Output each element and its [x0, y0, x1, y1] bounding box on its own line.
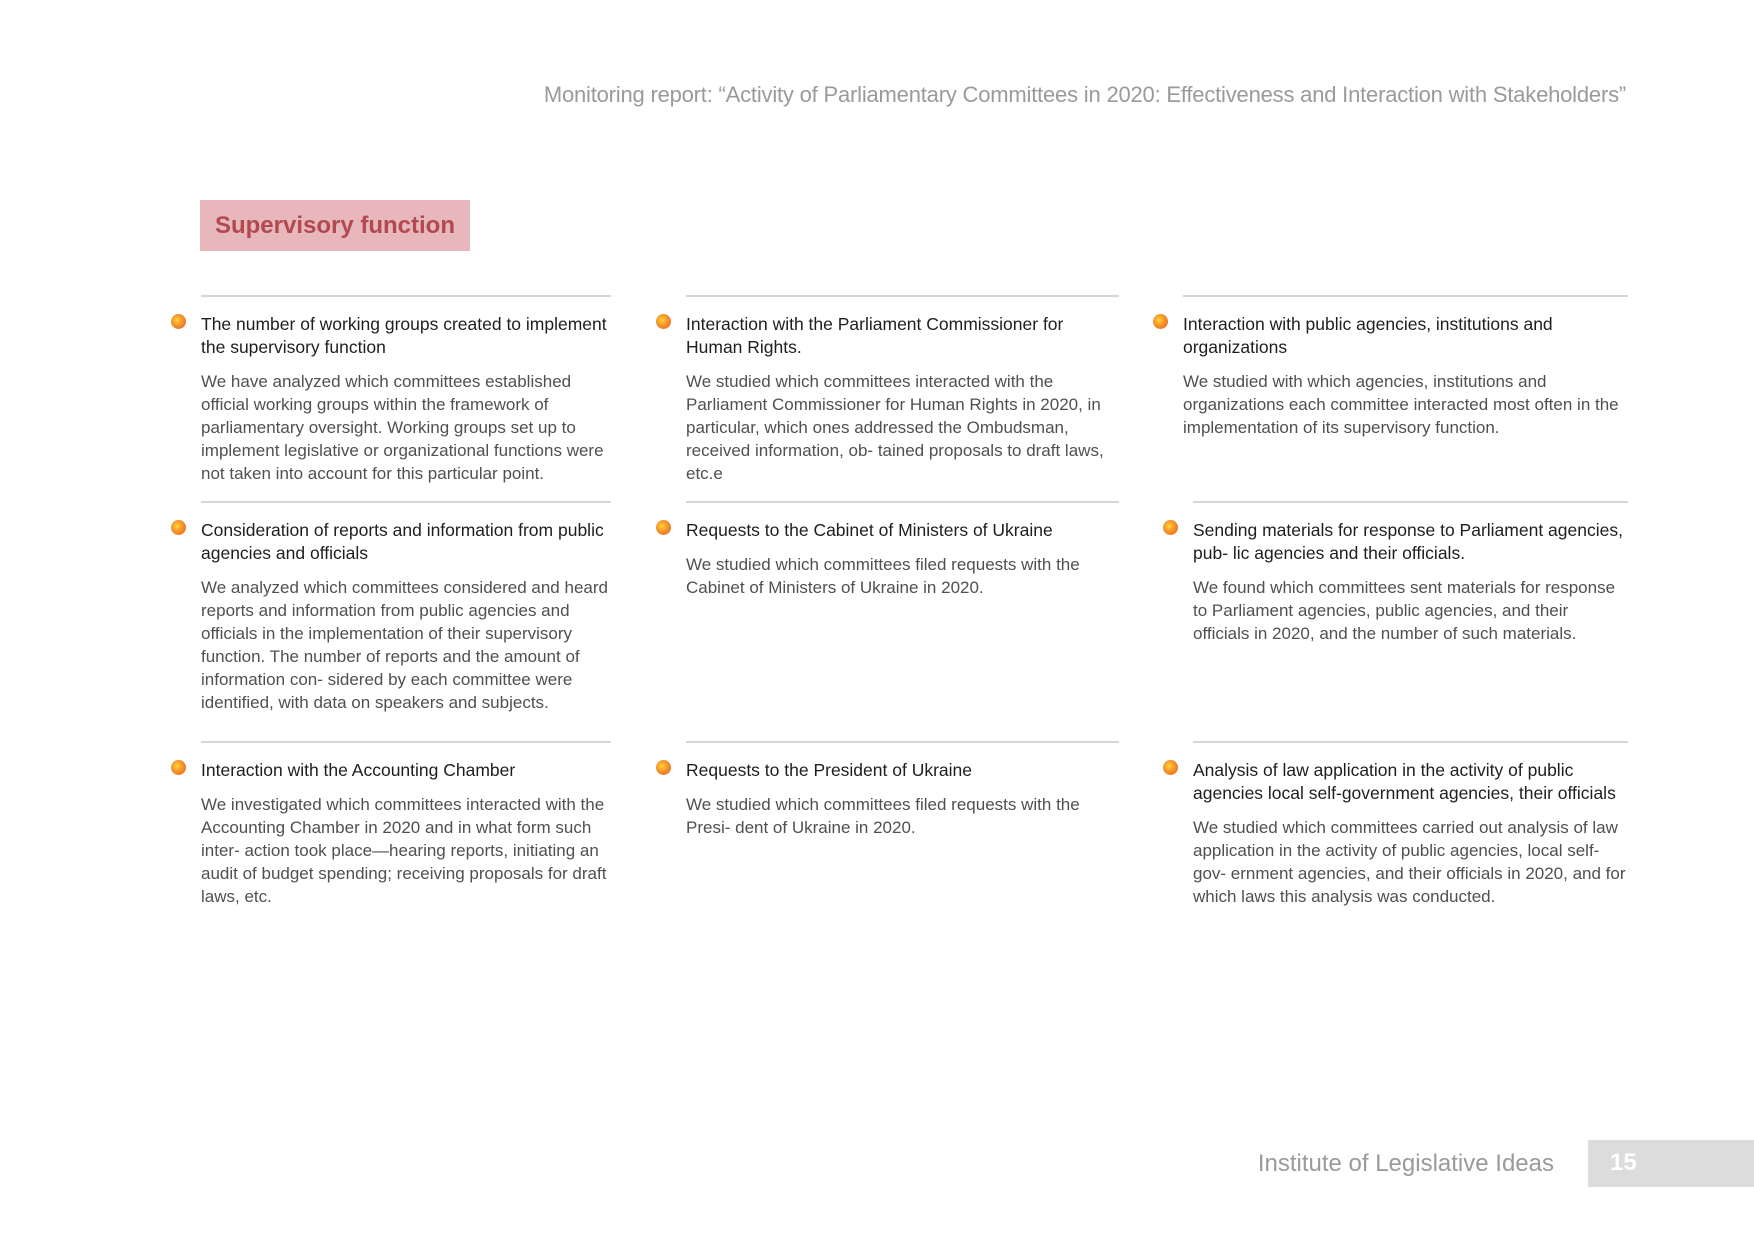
item-description: We studied which committees filed requests with the Presi- dent of Ukraine in 2020.: [686, 795, 1080, 837]
bullet-icon: [171, 520, 186, 535]
item-title: The number of working groups created to implement the supervisory function: [201, 314, 607, 357]
bullet-icon: [656, 760, 671, 775]
item-title: Interaction with the Accounting Chamber: [201, 760, 516, 780]
item-reports-consideration: [201, 501, 611, 714]
item-title: Interaction with the Parliament Commissioner for Human Rights.: [686, 314, 1064, 357]
item-description: We studied which committees interacted with the Parliament Commissioner for Human Rights in 2020, in particular, which ones addressed the Ombudsman, received information, ob- tained proposals to draft laws, etc.e: [686, 372, 1104, 483]
page-number-tab: [1588, 1140, 1754, 1187]
item-public-agencies-interaction: [1183, 295, 1628, 439]
footer-organization: Institute of Legislative Ideas: [1257, 1150, 1554, 1177]
section-title: Supervisory function: [214, 211, 456, 239]
item-description: We investigated which committees interacted with the Accounting Chamber in 2020 and in what form such inter- action took place—hearing reports, initiating an audit of budget spending; receiving proposals for draft laws, etc.: [201, 795, 607, 906]
item-description: We found which committees sent materials for response to Parliament agencies, public agencies, and their officials in 2020, and the number of such materials.: [1193, 578, 1616, 643]
item-description: We analyzed which committees considered and heard reports and information from public agencies and officials in the implementation of their supervisory function. The number of reports and the amount of information con- sidered by each committee were identified, with data on speakers and subjects.: [201, 578, 608, 712]
section-title-badge: [200, 200, 470, 251]
bullet-icon: [1153, 314, 1168, 329]
item-description: We studied which committees carried out analysis of law application in the activity of public agencies, local self-gov- ernment agencies, and their officials in 2020, and for which laws this analysis was conducted.: [1193, 818, 1626, 906]
item-title: Requests to the President of Ukraine: [686, 760, 972, 780]
item-sending-materials: [1193, 501, 1628, 645]
bullet-icon: [1163, 520, 1178, 535]
item-title: Analysis of law application in the activity of public agencies local self-government agencies, their officials: [1193, 760, 1616, 803]
item-human-rights-commissioner: [686, 295, 1119, 485]
item-title: Sending materials for response to Parliament agencies, pub- lic agencies and their officials.: [1193, 520, 1623, 563]
bullet-icon: [1163, 760, 1178, 775]
item-description: We have analyzed which committees established official working groups within the framework of parliamentary oversight. Working groups set up to implement legislative or organizational functions were not taken into account for this particular point.: [201, 372, 604, 483]
bullet-icon: [171, 314, 186, 329]
item-title: Consideration of reports and information from public agencies and officials: [201, 520, 604, 563]
item-law-application-analysis: [1193, 741, 1628, 908]
item-working-groups: [201, 295, 611, 485]
page-number: 15: [1610, 1149, 1637, 1176]
running-header: Monitoring report: “Activity of Parliamentary Committees in 2020: Effectiveness and Interaction with Stakeholders”: [543, 82, 1626, 107]
item-title: Requests to the Cabinet of Ministers of Ukraine: [686, 520, 1053, 540]
item-accounting-chamber: [201, 741, 611, 908]
bullet-icon: [656, 520, 671, 535]
bullet-icon: [171, 760, 186, 775]
item-cabinet-requests: [686, 501, 1119, 599]
item-title: Interaction with public agencies, institutions and organizations: [1183, 314, 1553, 357]
bullet-icon: [656, 314, 671, 329]
item-description: We studied which committees filed requests with the Cabinet of Ministers of Ukraine in 2020.: [686, 555, 1080, 597]
item-description: We studied with which agencies, institutions and organizations each committee interacted most often in the implementation of its supervisory function.: [1183, 372, 1619, 437]
item-president-requests: [686, 741, 1119, 839]
